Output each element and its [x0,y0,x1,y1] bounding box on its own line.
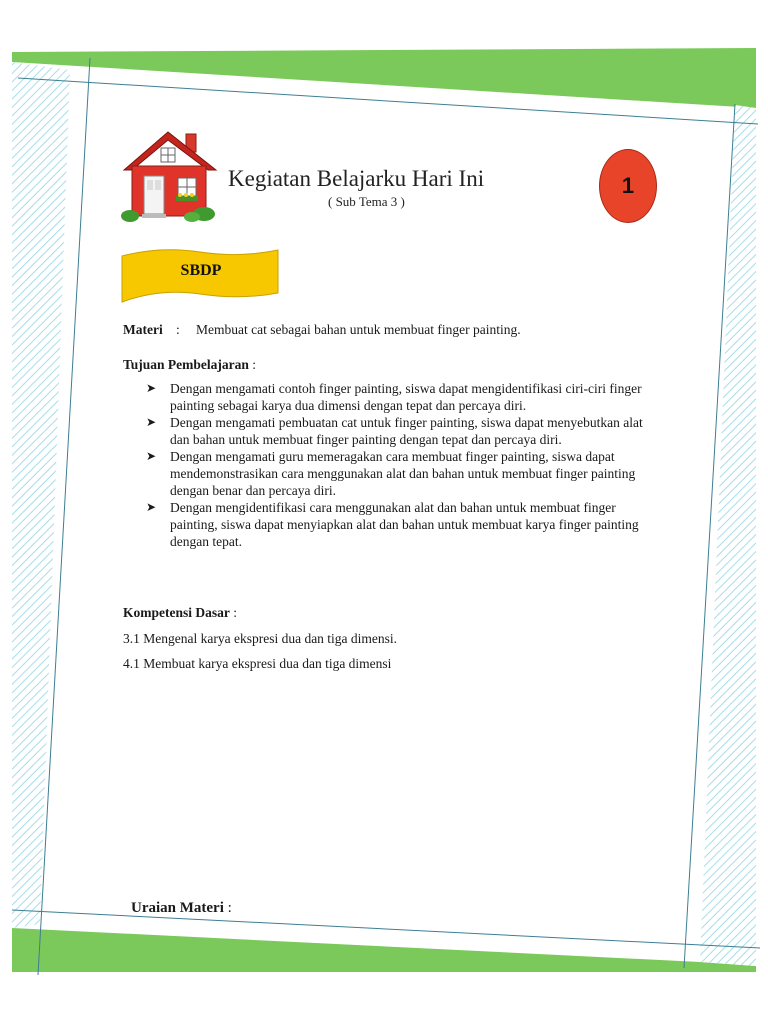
page-number-badge [599,149,657,223]
right-hatch-strip [700,105,756,966]
kompetensi-heading-colon: : [229,605,238,620]
materi-value: Membuat cat sebagai bahan untuk membuat finger painting. [196,322,521,337]
kompetensi-heading [123,604,237,621]
uraian-heading [131,900,232,917]
kompetensi-item: 4.1 Membuat karya ekspresi dua dan tiga dimensi [123,656,392,671]
subject-banner-label: SBDP [180,262,222,279]
learning-goal-text: Dengan mengidentifikasi cara menggunakan alat dan bahan untuk membuat finger painting, siswa dapat menyiapkan alat dan bahan untuk membuat karya finger painting dengan tepat. [170,500,639,549]
learning-goal-item [146,499,651,550]
tujuan-heading-colon: : [248,357,257,372]
top-green-band [12,48,756,108]
bottom-green-band [12,928,756,972]
arrow-bullet-icon: ➤ [146,381,157,395]
learning-goal-item [146,380,651,414]
uraian-heading-label: Uraian Materi [131,900,224,916]
materi-colon: : [176,322,180,337]
learning-goal-item [146,414,651,448]
left-hatch-strip [12,62,70,928]
arrow-bullet-icon: ➤ [146,449,157,463]
arrow-bullet-icon: ➤ [146,500,157,514]
uraian-heading-colon: : [223,900,232,916]
tujuan-heading [123,356,256,373]
learning-goal-text: Dengan mengamati guru memeragakan cara membuat finger painting, siswa dapat mendemonstrasikan cara menggunakan alat dan bahan untuk membuat finger painting dengan benar dan percaya diri. [170,449,636,498]
tujuan-heading-label: Tujuan Pembelajaran [123,357,249,372]
learning-goals-list [146,380,651,550]
kompetensi-heading-label: Kompetensi Dasar [123,605,230,620]
kompetensi-item: 3.1 Mengenal karya ekspresi dua dan tiga dimensi. [123,631,398,646]
materi-label: Materi [123,322,163,337]
arrow-bullet-icon: ➤ [146,415,157,429]
learning-goal-text: Dengan mengamati pembuatan cat untuk finger painting, siswa dapat menyebutkan alat dan bahan untuk membuat finger painting dengan tepat dan percaya diri. [170,415,643,447]
learning-goal-text: Dengan mengamati contoh finger painting, siswa dapat mengidentifikasi ciri-ciri finger painting sebagai karya dua dimensi dengan tepat dan percaya diri. [170,381,642,413]
page-title: Kegiatan Belajarku Hari Ini [228,166,485,191]
house-icon [120,128,220,224]
page-subtitle: ( Sub Tema 3 ) [328,194,405,209]
learning-goal-item [146,448,651,499]
page-number: 1 [621,173,635,198]
